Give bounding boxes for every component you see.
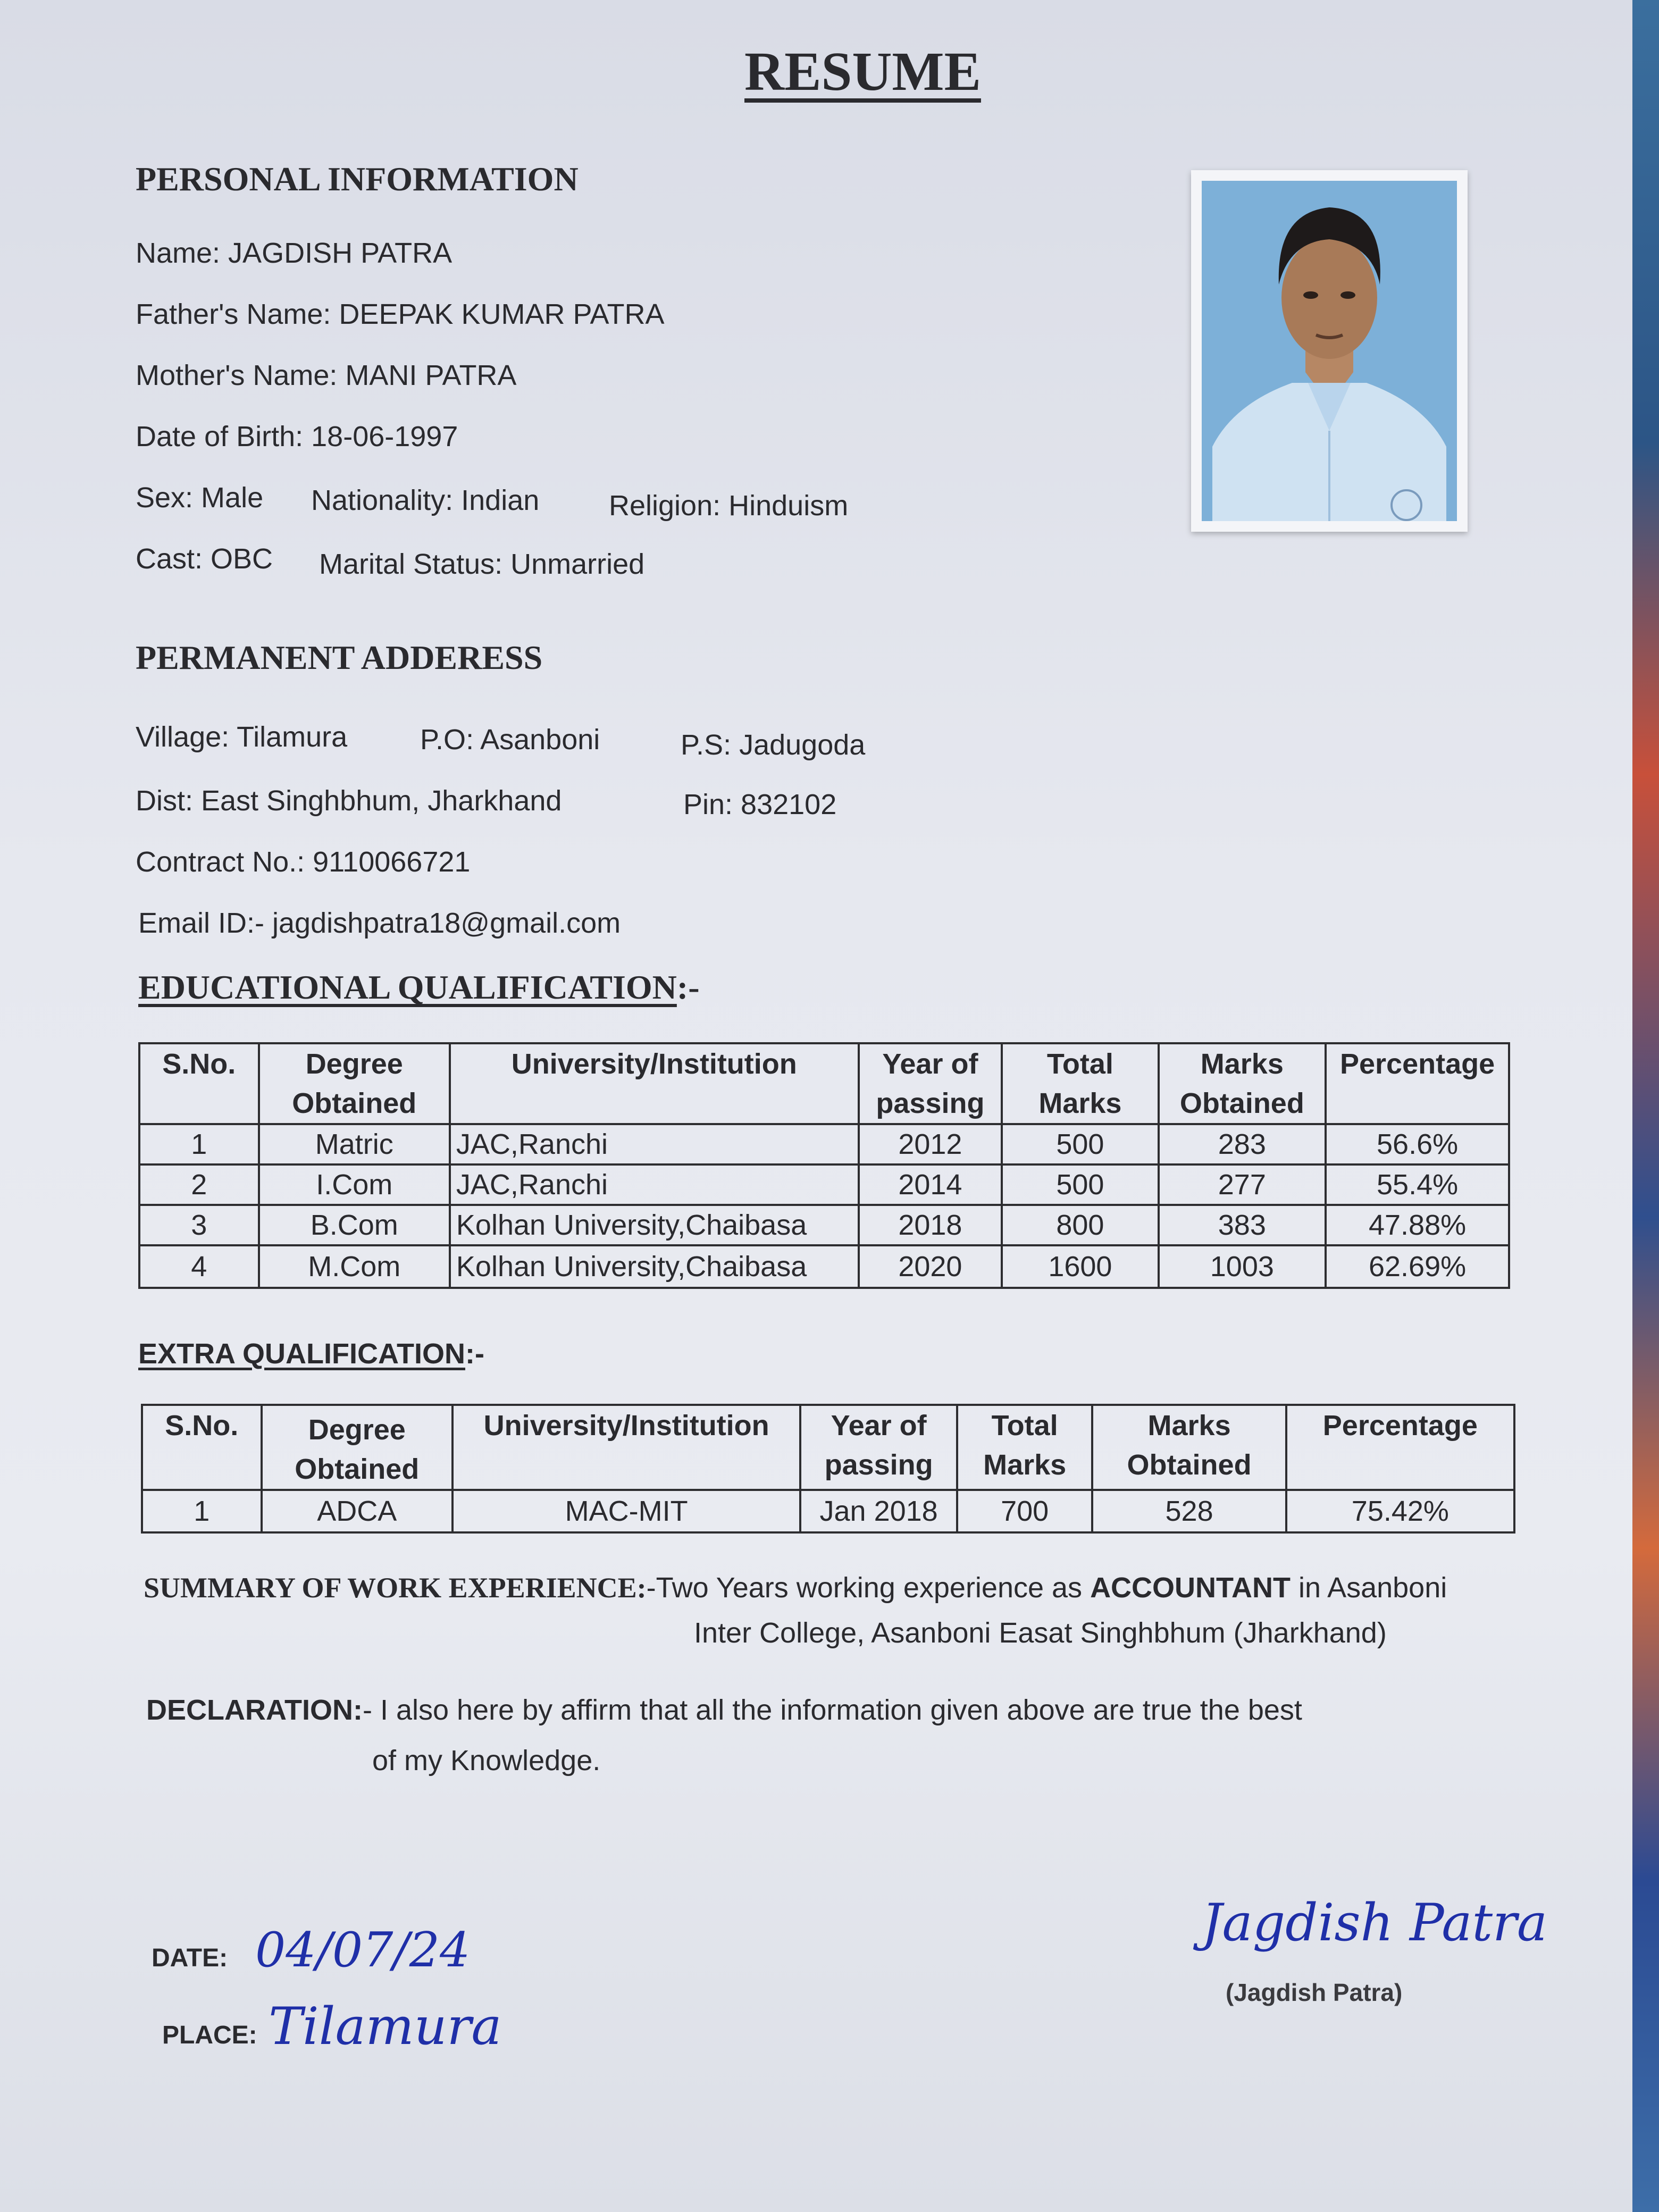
personal-info-heading: PERSONAL INFORMATION bbox=[136, 160, 579, 198]
extra-heading-suffix: :- bbox=[465, 1338, 484, 1370]
cell-degree: B.Com bbox=[259, 1205, 450, 1245]
work-experience-line2: Inter College, Asanboni Easat Singhbhum (Jharkhand) bbox=[694, 1617, 1387, 1649]
profile-photo bbox=[1191, 170, 1468, 532]
work-text-a: -Two Years working experience as bbox=[646, 1572, 1091, 1604]
cell-university: Kolhan University,Chaibasa bbox=[450, 1245, 859, 1288]
col-percentage: Percentage bbox=[1326, 1043, 1509, 1124]
sex-field: Sex: Male bbox=[136, 482, 264, 514]
date-value: 04/07/24 bbox=[255, 1922, 471, 1978]
work-experience-line1 bbox=[144, 1571, 1447, 1604]
col-degree: Degree Obtained bbox=[259, 1043, 450, 1124]
declaration-line2: of my Knowledge. bbox=[372, 1745, 601, 1777]
cell-marks-obtained: 383 bbox=[1159, 1205, 1326, 1245]
email-field: Email ID:- jagdishpatra18@gmail.com bbox=[138, 907, 621, 939]
cell-total-marks: 700 bbox=[957, 1490, 1093, 1532]
education-heading bbox=[138, 968, 700, 1007]
cell-marks-obtained: 283 bbox=[1159, 1124, 1326, 1164]
cell-year: Jan 2018 bbox=[800, 1490, 957, 1532]
father-name-line: Father's Name: DEEPAK KUMAR PATRA bbox=[136, 298, 665, 330]
address-heading: PERMANENT ADDERESS bbox=[136, 639, 543, 676]
extra-heading bbox=[138, 1337, 484, 1370]
village-field: Village: Tilamura bbox=[136, 721, 348, 753]
extra-header-row bbox=[142, 1405, 1514, 1490]
cell-degree: M.Com bbox=[259, 1245, 450, 1288]
table-row bbox=[139, 1124, 1509, 1164]
cell-sno: 3 bbox=[139, 1205, 259, 1245]
table-row bbox=[139, 1205, 1509, 1245]
col-year: Year of passing bbox=[859, 1043, 1002, 1124]
cell-degree: I.Com bbox=[259, 1164, 450, 1205]
col-marks-obtained: Marks Obtained bbox=[1159, 1043, 1326, 1124]
col-year: Year of passing bbox=[800, 1405, 957, 1490]
work-text-b: in Asanboni bbox=[1291, 1572, 1447, 1604]
person-portrait-icon bbox=[1202, 181, 1457, 521]
table-row bbox=[139, 1245, 1509, 1288]
col-sno: S.No. bbox=[139, 1043, 259, 1124]
cell-degree: Matric bbox=[259, 1124, 450, 1164]
dob-line: Date of Birth: 18-06-1997 bbox=[136, 421, 458, 453]
cell-marks-obtained: 528 bbox=[1092, 1490, 1286, 1532]
religion-field: Religion: Hinduism bbox=[609, 490, 849, 522]
signature: Jagdish Patra bbox=[1202, 1893, 1548, 1953]
col-university: University/Institution bbox=[453, 1405, 800, 1490]
cell-percentage: 56.6% bbox=[1326, 1124, 1509, 1164]
place-value: Tilamura bbox=[269, 1997, 502, 2056]
cell-total-marks: 1600 bbox=[1002, 1245, 1158, 1288]
cell-university: Kolhan University,Chaibasa bbox=[450, 1205, 859, 1245]
cell-year: 2020 bbox=[859, 1245, 1002, 1288]
cell-year: 2014 bbox=[859, 1164, 1002, 1205]
cell-percentage: 47.88% bbox=[1326, 1205, 1509, 1245]
table-row bbox=[139, 1164, 1509, 1205]
work-role: ACCOUNTANT bbox=[1090, 1572, 1291, 1604]
education-heading-text: EDUCATIONAL QUALIFICATION bbox=[138, 968, 677, 1006]
extra-heading-text: EXTRA QUALIFICATION bbox=[138, 1338, 465, 1370]
cell-year: 2012 bbox=[859, 1124, 1002, 1164]
cell-university: MAC-MIT bbox=[453, 1490, 800, 1532]
col-marks-obtained: Marks Obtained bbox=[1092, 1405, 1286, 1490]
ps-field: P.S: Jadugoda bbox=[681, 729, 866, 761]
cell-sno: 2 bbox=[139, 1164, 259, 1205]
col-total-marks: Total Marks bbox=[957, 1405, 1093, 1490]
education-table bbox=[138, 1042, 1510, 1289]
resume-title: RESUME bbox=[744, 41, 981, 102]
place-label: PLACE: bbox=[162, 2021, 257, 2049]
cell-marks-obtained: 277 bbox=[1159, 1164, 1326, 1205]
extra-qualification-table bbox=[141, 1404, 1515, 1534]
col-degree: Degree Obtained bbox=[262, 1405, 453, 1490]
district-field: Dist: East Singhbhum, Jharkhand bbox=[136, 785, 562, 817]
cell-marks-obtained: 1003 bbox=[1159, 1245, 1326, 1288]
pin-field: Pin: 832102 bbox=[683, 789, 837, 820]
cell-percentage: 75.42% bbox=[1286, 1490, 1514, 1532]
cell-total-marks: 500 bbox=[1002, 1124, 1158, 1164]
table-row bbox=[142, 1490, 1514, 1532]
declaration-line1 bbox=[146, 1694, 1302, 1727]
work-experience-label: SUMMARY OF WORK EXPERIENCE: bbox=[144, 1572, 647, 1604]
mother-name-line: Mother's Name: MANI PATRA bbox=[136, 359, 517, 391]
cast-field: Cast: OBC bbox=[136, 543, 273, 575]
cell-percentage: 55.4% bbox=[1326, 1164, 1509, 1205]
cell-year: 2018 bbox=[859, 1205, 1002, 1245]
date-label: DATE: bbox=[152, 1944, 228, 1972]
col-university: University/Institution bbox=[450, 1043, 859, 1124]
name-line: Name: JAGDISH PATRA bbox=[136, 237, 453, 269]
cell-university: JAC,Ranchi bbox=[450, 1164, 859, 1205]
marital-status-field: Marital Status: Unmarried bbox=[319, 548, 645, 580]
cell-sno: 4 bbox=[139, 1245, 259, 1288]
cell-percentage: 62.69% bbox=[1326, 1245, 1509, 1288]
education-heading-suffix: :- bbox=[676, 968, 700, 1006]
cell-sno: 1 bbox=[139, 1124, 259, 1164]
col-total-marks: Total Marks bbox=[1002, 1043, 1158, 1124]
contact-field: Contract No.: 9110066721 bbox=[136, 846, 471, 878]
cell-total-marks: 500 bbox=[1002, 1164, 1158, 1205]
cell-university: JAC,Ranchi bbox=[450, 1124, 859, 1164]
po-field: P.O: Asanboni bbox=[420, 724, 600, 756]
nationality-field: Nationality: Indian bbox=[311, 484, 540, 516]
education-header-row bbox=[139, 1043, 1509, 1124]
signature-name: (Jagdish Patra) bbox=[1226, 1979, 1403, 2006]
declaration-text: - I also here by affirm that all the information given above are true the best bbox=[362, 1694, 1302, 1726]
cell-degree: ADCA bbox=[262, 1490, 453, 1532]
col-percentage: Percentage bbox=[1286, 1405, 1514, 1490]
col-sno: S.No. bbox=[142, 1405, 262, 1490]
cell-sno: 1 bbox=[142, 1490, 262, 1532]
declaration-label: DECLARATION: bbox=[146, 1694, 363, 1726]
cell-total-marks: 800 bbox=[1002, 1205, 1158, 1245]
